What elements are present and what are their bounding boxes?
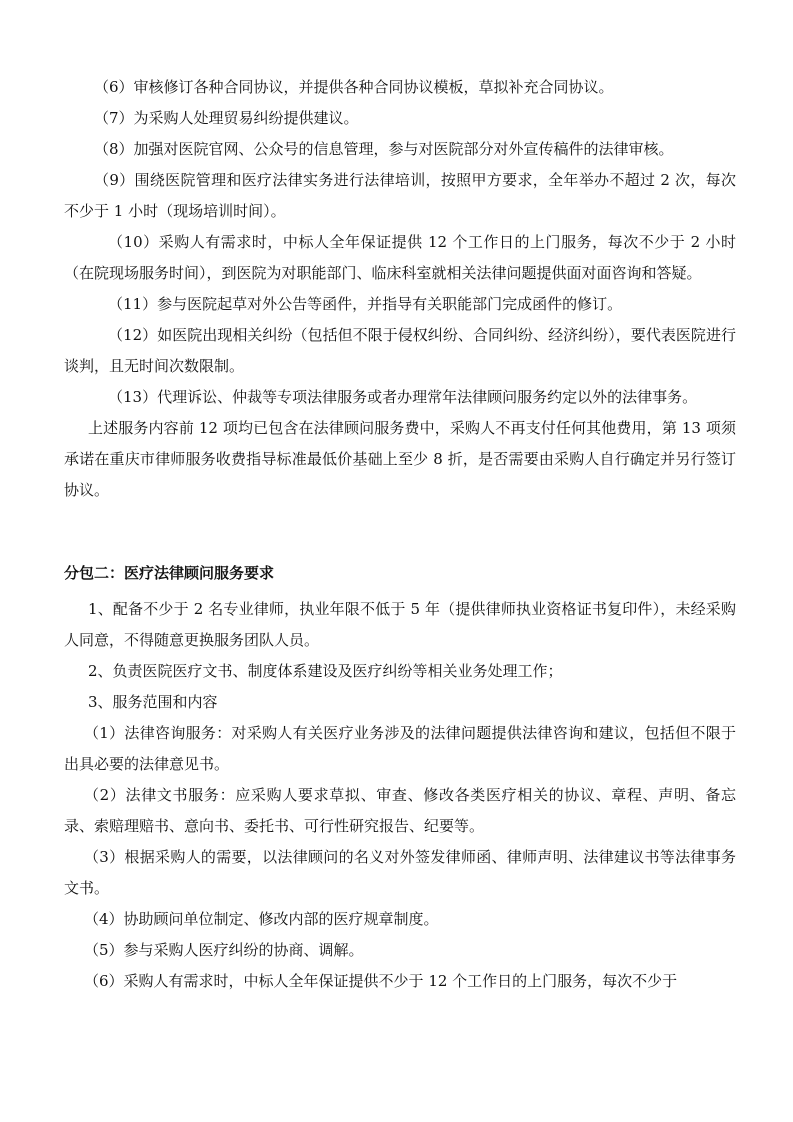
paragraph-item-8-website-review: （8）加强对医院官网、公众号的信息管理，参与对医院部分对外宣传稿件的法律审核。	[94, 140, 674, 158]
paragraph-fee-statement: 上述服务内容前 12 项均已包含在法律顾问服务费中，采购人不再支付任何其他费用，第 13 项须承诺在重庆市律师服务收费指导标准最低价基础上至少 8 折，是否需要由采购人自行确定并另行签订协议。	[64, 419, 736, 499]
paragraph-service-5-mediation: （5）参与采购人医疗纠纷的协商、调解。	[84, 941, 364, 959]
paragraph-item-6-contract-review: （6）审核修订各种合同协议，并提供各种合同协议模板，草拟补充合同协议。	[94, 78, 614, 96]
paragraph-lawyer-requirements: 1、配备不少于 2 名专业律师，执业年限不低于 5 年（提供律师执业资格证书复印件），未经采购人同意，不得随意更换服务团队人员。	[64, 600, 736, 649]
paragraph-service-scope-title: 3、服务范围和内容	[88, 693, 218, 711]
paragraph-item-11-announcements: （11）参与医院起草对外公告等函件，并指导有关职能部门完成函件的修订。	[108, 295, 623, 313]
paragraph-item-9-legal-training: （9）围绕医院管理和医疗法律实务进行法律培训，按照甲方要求，全年举办不超过 2 次，每次不少于 1 小时（现场培训时间）。	[64, 171, 736, 220]
paragraph-service-3-letters: （3）根据采购人的需要，以法律顾问的名义对外签发律师函、律师声明、法律建议书等法律事务文书。	[64, 848, 736, 897]
section-heading-lot-two: 分包二：医疗法律顾问服务要求	[64, 564, 275, 582]
paragraph-responsibilities: 2、负责医院医疗文书、制度体系建设及医疗纠纷等相关业务处理工作；	[88, 662, 563, 680]
paragraph-service-6-onsite: （6）采购人有需求时，中标人全年保证提供不少于 12 个工作日的上门服务，每次不少于	[84, 972, 678, 990]
paragraph-service-2-documents: （2）法律文书服务：应采购人要求草拟、审查、修改各类医疗相关的协议、章程、声明、备忘录、索赔理赔书、意向书、委托书、可行性研究报告、纪要等。	[64, 786, 736, 835]
paragraph-item-7-trade-disputes: （7）为采购人处理贸易纠纷提供建议。	[94, 109, 359, 127]
paragraph-item-13-litigation: （13）代理诉讼、仲裁等专项法律服务或者办理常年法律顾问服务约定以外的法律事务。	[108, 388, 698, 406]
document-body	[64, 72, 736, 997]
paragraph-service-4-regulations: （4）协助顾问单位制定、修改内部的医疗规章制度。	[84, 910, 439, 928]
paragraph-item-10-onsite-service: （10）采购人有需求时，中标人全年保证提供 12 个工作日的上门服务，每次不少于 2 小时（在院现场服务时间），到医院为对职能部门、临床科室就相关法律问题提供面对面咨询和答疑。	[64, 233, 736, 282]
paragraph-service-1-consulting: （1）法律咨询服务：对采购人有关医疗业务涉及的法律问题提供法律咨询和建议，包括但不限于出具必要的法律意见书。	[64, 724, 736, 773]
paragraph-item-12-negotiation: （12）如医院出现相关纠纷（包括但不限于侵权纠纷、合同纠纷、经济纠纷），要代表医院进行谈判，且无时间次数限制。	[64, 326, 736, 375]
